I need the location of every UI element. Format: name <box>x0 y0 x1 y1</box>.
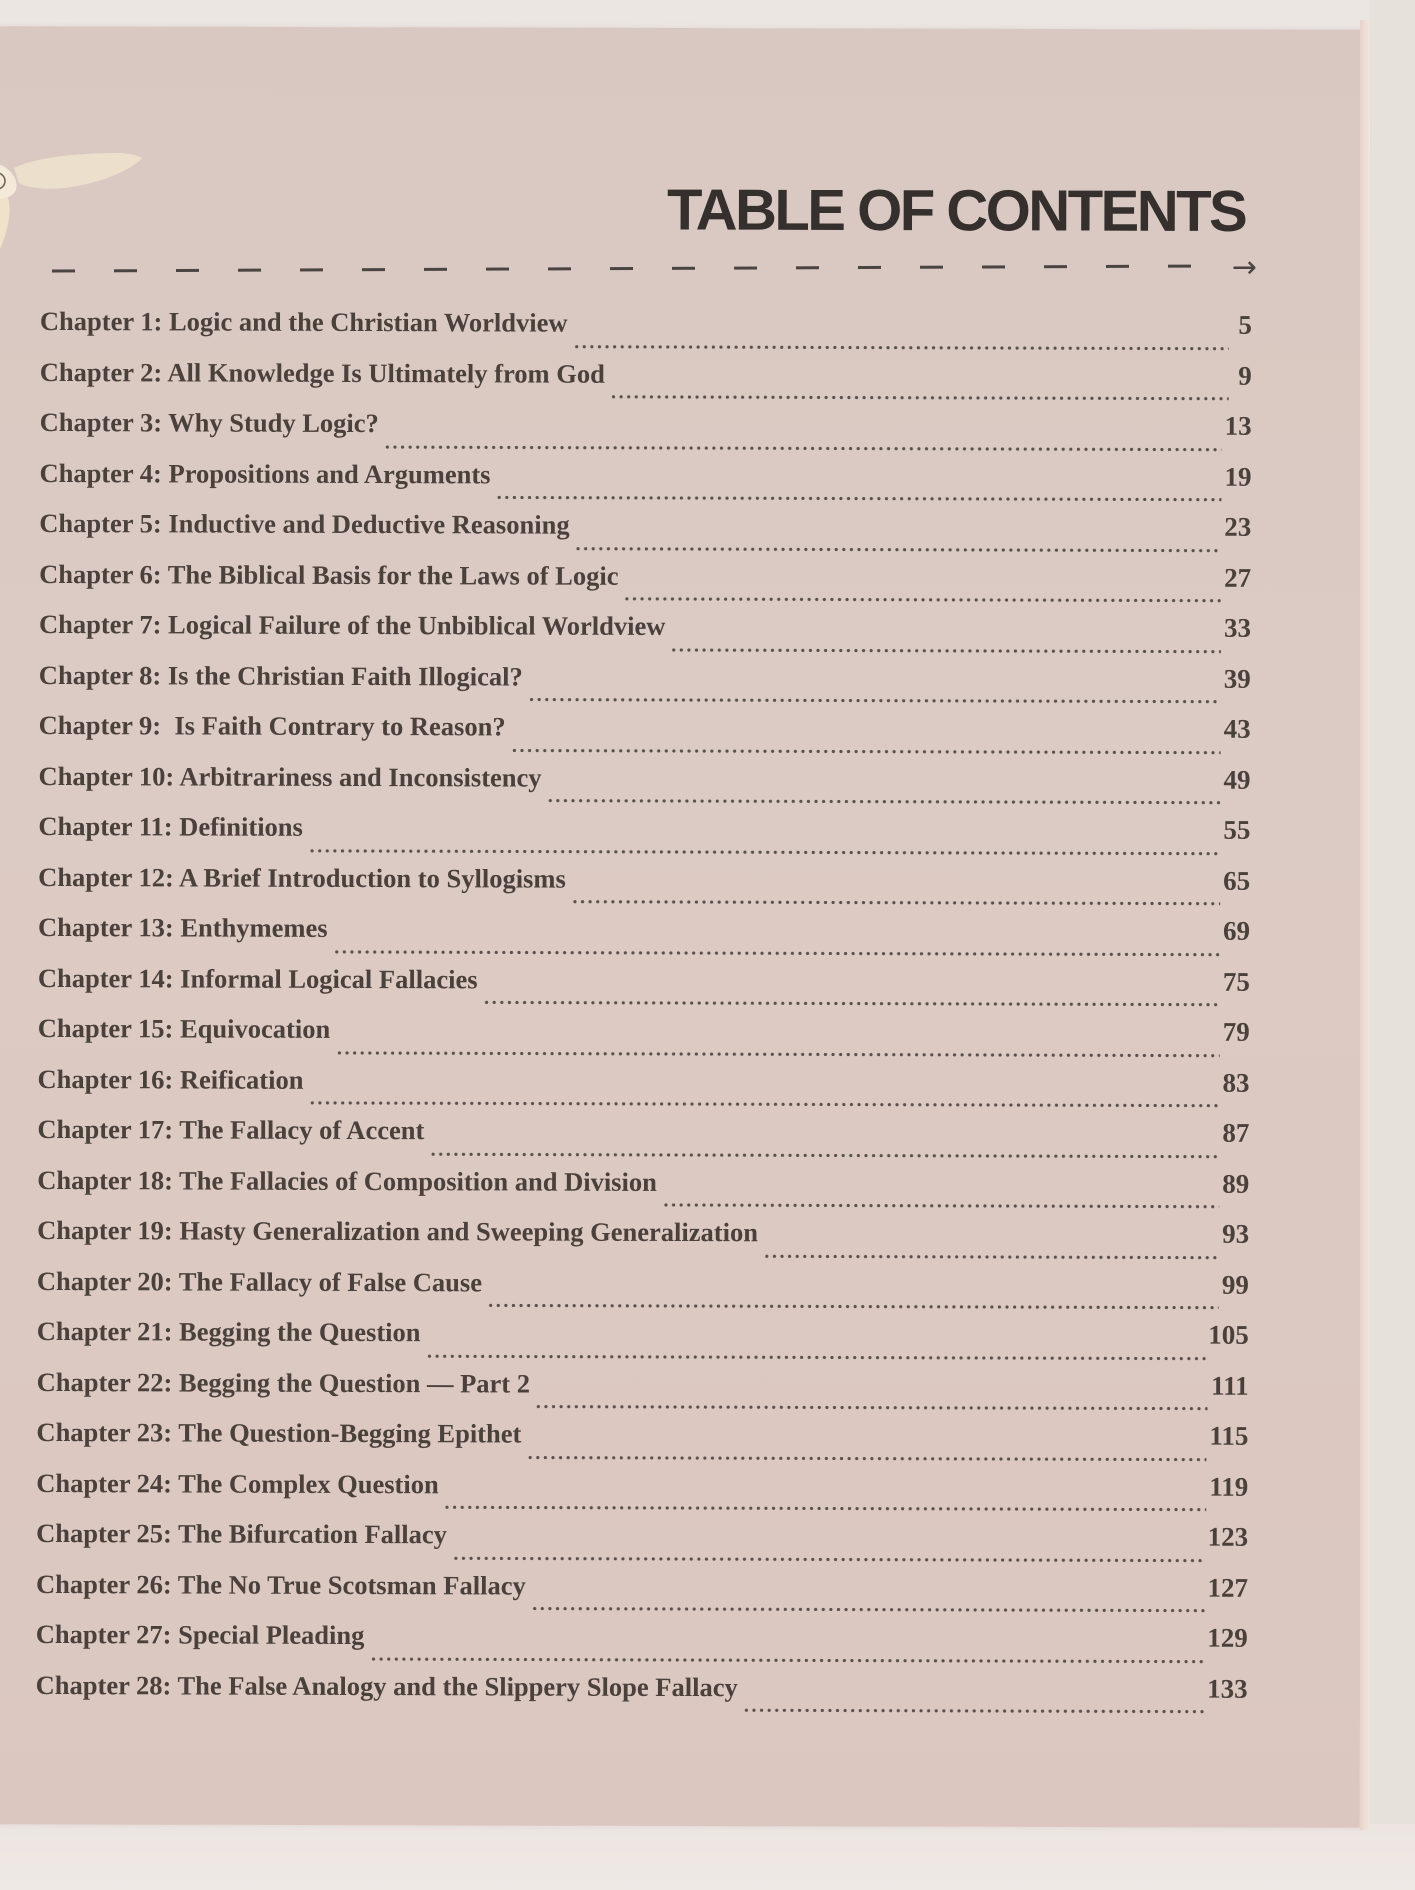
toc-entry <box>39 508 1251 562</box>
toc-entry <box>36 1518 1248 1572</box>
dot-leader <box>535 1404 1208 1412</box>
toc-entry <box>37 1265 1249 1319</box>
dot-leader <box>670 646 1221 654</box>
page-number: 19 <box>1224 461 1252 492</box>
page-number: 69 <box>1222 915 1251 946</box>
chapter-title: Chapter 13: Enthymemes <box>38 911 328 943</box>
chapter-title: Chapter 16: Reification <box>37 1063 304 1095</box>
chapter-title: Chapter 19: Hasty Generalization and Sweeping Generalization <box>37 1214 759 1248</box>
dot-leader <box>571 899 1220 907</box>
toc-entry <box>38 861 1250 915</box>
dot-leader <box>623 596 1221 604</box>
dot-leader <box>429 1151 1219 1159</box>
page-number: 43 <box>1223 713 1251 744</box>
dot-leader <box>743 1707 1204 1714</box>
page-number: 115 <box>1209 1420 1249 1451</box>
chapter-title: Chapter 11: Definitions <box>38 810 303 842</box>
toc-entry <box>39 710 1251 764</box>
toc-entry <box>36 1417 1248 1471</box>
toc-entry <box>37 1114 1249 1168</box>
chapter-title: Chapter 14: Informal Logical Fallacies <box>37 962 478 994</box>
bottom-surface <box>0 1824 1415 1890</box>
toc-entry <box>36 1467 1248 1521</box>
dot-leader <box>528 697 1221 705</box>
toc-entry <box>37 1366 1249 1420</box>
toc-entry <box>36 1619 1248 1673</box>
table-of-contents <box>36 306 1252 1724</box>
page-number: 89 <box>1222 1168 1250 1199</box>
chapter-title: Chapter 6: The Biblical Basis for the Laws of Logic <box>39 558 619 591</box>
chapter-title: Chapter 7: Logical Failure of the Unbiblical Worldview <box>38 608 666 641</box>
toc-entry <box>36 1568 1248 1622</box>
dot-leader <box>308 847 1220 856</box>
page-number: 75 <box>1222 966 1250 997</box>
dot-leader <box>531 1606 1205 1614</box>
page-title: TABLE OF CONTENTS <box>666 177 1246 244</box>
dot-leader <box>662 1202 1219 1210</box>
chapter-title: Chapter 27: Special Pleading <box>35 1618 365 1651</box>
dot-leader <box>610 394 1229 402</box>
page-number: 65 <box>1223 865 1251 896</box>
dot-leader <box>526 1454 1206 1462</box>
chapter-title: Chapter 20: The Fallacy of False Cause <box>36 1265 483 1297</box>
quill-icon <box>0 128 154 258</box>
dot-leader <box>425 1353 1205 1361</box>
page-edge <box>1360 20 1370 1830</box>
chapter-title: Chapter 25: The Bifurcation Fallacy <box>36 1517 447 1550</box>
toc-entry <box>37 1063 1249 1117</box>
toc-entry <box>37 1316 1249 1370</box>
chapter-title: Chapter 26: The No True Scotsman Fallacy <box>35 1568 526 1601</box>
page-number: 79 <box>1222 1016 1250 1047</box>
chapter-title: Chapter 3: Why Study Logic? <box>39 406 379 439</box>
toc-entry <box>40 407 1252 461</box>
toc-entry <box>40 306 1252 360</box>
toc-entry <box>38 760 1250 814</box>
dot-leader <box>482 999 1219 1007</box>
dot-leader <box>444 1504 1207 1512</box>
dot-leader <box>335 1049 1219 1058</box>
chapter-title: Chapter 17: The Fallacy of Accent <box>37 1113 425 1146</box>
page-number: 99 <box>1221 1269 1249 1300</box>
dot-leader <box>332 948 1219 957</box>
page-number: 5 <box>1238 309 1252 340</box>
page-number: 127 <box>1207 1572 1249 1603</box>
page-number: 33 <box>1223 612 1252 643</box>
toc-entry <box>40 356 1252 410</box>
page-number: 133 <box>1207 1673 1248 1704</box>
chapter-title: Chapter 18: The Fallacies of Composition and Division <box>37 1164 657 1197</box>
page-number: 111 <box>1211 1370 1249 1401</box>
dot-leader <box>308 1100 1219 1109</box>
dot-leader <box>511 747 1221 755</box>
toc-entry <box>38 811 1250 865</box>
right-surface <box>1370 0 1415 1890</box>
page-number: 23 <box>1224 511 1252 542</box>
page-number: 9 <box>1238 360 1252 391</box>
dot-leader <box>384 444 1222 453</box>
arrow-right-icon: → <box>1231 250 1257 285</box>
toc-entry <box>37 1215 1249 1269</box>
page-number: 123 <box>1207 1521 1249 1552</box>
dot-leader <box>495 494 1221 502</box>
toc-entry <box>39 457 1251 511</box>
page-number: 119 <box>1209 1471 1249 1502</box>
chapter-title: Chapter 4: Propositions and Arguments <box>39 457 491 489</box>
dot-leader <box>575 545 1222 553</box>
chapter-title: Chapter 21: Begging the Question <box>36 1315 421 1348</box>
chapter-title: Chapter 2: All Knowledge Is Ultimately from God <box>39 356 605 389</box>
toc-entry <box>38 962 1250 1016</box>
dot-leader <box>369 1656 1204 1665</box>
page-number: 55 <box>1223 814 1251 845</box>
dot-leader <box>763 1253 1219 1260</box>
chapter-title: Chapter 12: A Brief Introduction to Syllogisms <box>38 861 566 894</box>
toc-entry <box>37 1164 1249 1218</box>
toc-entry <box>38 912 1250 966</box>
toc-entry <box>38 1013 1250 1067</box>
page-number: 39 <box>1223 663 1251 694</box>
dot-leader <box>546 798 1220 806</box>
page-number: 13 <box>1224 410 1252 441</box>
chapter-title: Chapter 24: The Complex Question <box>36 1467 439 1499</box>
dot-leader <box>452 1555 1205 1563</box>
page-number: 83 <box>1222 1067 1250 1098</box>
page-number: 105 <box>1208 1319 1249 1350</box>
chapter-title: Chapter 23: The Question-Begging Epithet <box>36 1416 522 1449</box>
dot-leader <box>487 1302 1219 1310</box>
chapter-title: Chapter 15: Equivocation <box>37 1012 331 1044</box>
page-number: 129 <box>1207 1622 1248 1653</box>
page-number: 49 <box>1223 764 1251 795</box>
dot-leader <box>572 343 1228 351</box>
toc-entry <box>36 1669 1248 1723</box>
chapter-title: Chapter 9: Is Faith Contrary to Reason? <box>38 709 506 742</box>
chapter-title: Chapter 1: Logic and the Christian Worldview <box>39 306 568 338</box>
chapter-title: Chapter 5: Inductive and Deductive Reasoning <box>39 507 570 540</box>
toc-entry <box>39 558 1251 612</box>
page-number: 87 <box>1222 1117 1250 1148</box>
dashed-line <box>52 264 1222 272</box>
page-number: 27 <box>1224 562 1252 593</box>
toc-entry <box>39 609 1251 663</box>
toc-entry <box>39 659 1251 713</box>
chapter-title: Chapter 22: Begging the Question — Part 2 <box>36 1366 531 1399</box>
chapter-title: Chapter 8: Is the Christian Faith Illogical? <box>38 659 523 692</box>
dashed-divider <box>52 250 1257 285</box>
chapter-title: Chapter 10: Arbitrariness and Inconsistency <box>38 760 542 793</box>
chapter-title: Chapter 28: The False Analogy and the Slippery Slope Fallacy <box>35 1669 738 1702</box>
page-number: 93 <box>1222 1218 1250 1249</box>
